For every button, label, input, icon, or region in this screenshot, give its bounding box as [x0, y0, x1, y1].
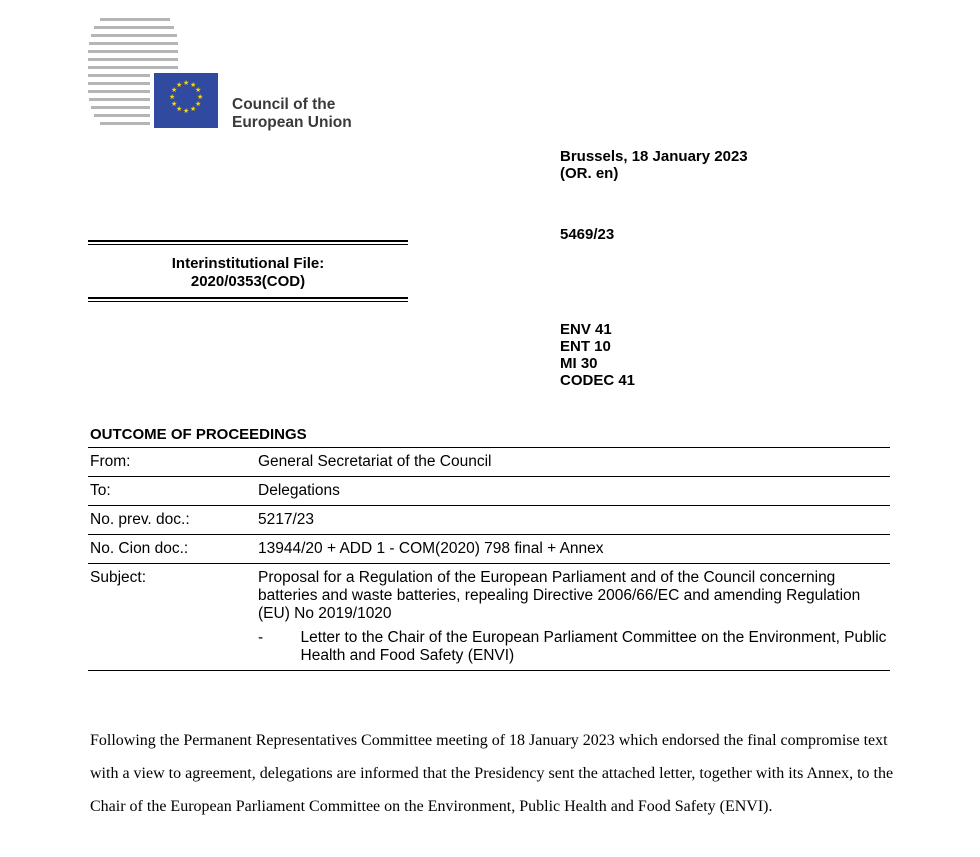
org-name-line2: European Union: [232, 114, 352, 131]
place-date: Brussels, 18 January 2023: [560, 148, 748, 165]
table-row: [88, 563, 890, 671]
table-row: [88, 505, 890, 534]
eu-flag-icon: ★ ★ ★ ★ ★ ★ ★ ★ ★ ★ ★ ★: [154, 73, 218, 128]
to-label: To:: [90, 482, 111, 499]
body-paragraph: Following the Permanent Representatives Committee meeting of 18 January 2023 which endorsed the final compromise text with a view to agreement, delegations are informed that the Presidency sent the attached letter, together with its Annex, to the Chair of the European Parliament Committee on the Environment, Public Health and Food Safety (ENVI).: [90, 732, 894, 815]
organization-name: [232, 96, 352, 132]
cion-doc-label: No. Cion doc.:: [90, 540, 189, 557]
divider: [88, 297, 408, 302]
subject-code: ENT 10: [560, 338, 611, 355]
subject-codes: [560, 321, 635, 389]
prev-doc-label: No. prev. doc.:: [90, 511, 190, 528]
subject-code: CODEC 41: [560, 372, 636, 389]
subject-code: MI 30: [560, 355, 598, 372]
interinstitutional-file-box: [88, 240, 408, 302]
to-value: Delegations: [258, 482, 340, 499]
original-language: (OR. en): [560, 165, 619, 182]
prev-doc-value: 5217/23: [258, 511, 315, 528]
subject-dash: -: [258, 629, 264, 646]
section-title: OUTCOME OF PROCEEDINGS: [90, 426, 307, 443]
metadata-table: [88, 447, 890, 671]
from-value: General Secretariat of the Council: [258, 453, 492, 470]
table-row: [88, 476, 890, 505]
interinstitutional-label: Interinstitutional File:: [171, 255, 325, 272]
interinstitutional-file-number: 2020/0353(COD): [190, 273, 306, 290]
org-name-line1: Council of the: [232, 96, 336, 113]
table-row: [88, 447, 890, 476]
place-date-block: [560, 148, 748, 182]
subject-subitem: [258, 629, 890, 665]
table-row: [88, 534, 890, 563]
from-label: From:: [90, 453, 131, 470]
subject-subitem-text: Letter to the Chair of the European Parliament Committee on the Environment, Public Health and Food Safety (ENVI): [300, 629, 887, 664]
subject-value: Proposal for a Regulation of the European Parliament and of the Council concerning batteries and waste batteries, repealing Directive 2006/66/EC and amending Regulation (EU) No 2019/1020: [258, 569, 861, 622]
document-number: 5469/23: [560, 226, 615, 243]
subject-label: Subject:: [90, 569, 147, 586]
cion-doc-value: 13944/20 + ADD 1 - COM(2020) 798 final + Annex: [258, 540, 604, 557]
subject-code: ENV 41: [560, 321, 612, 338]
